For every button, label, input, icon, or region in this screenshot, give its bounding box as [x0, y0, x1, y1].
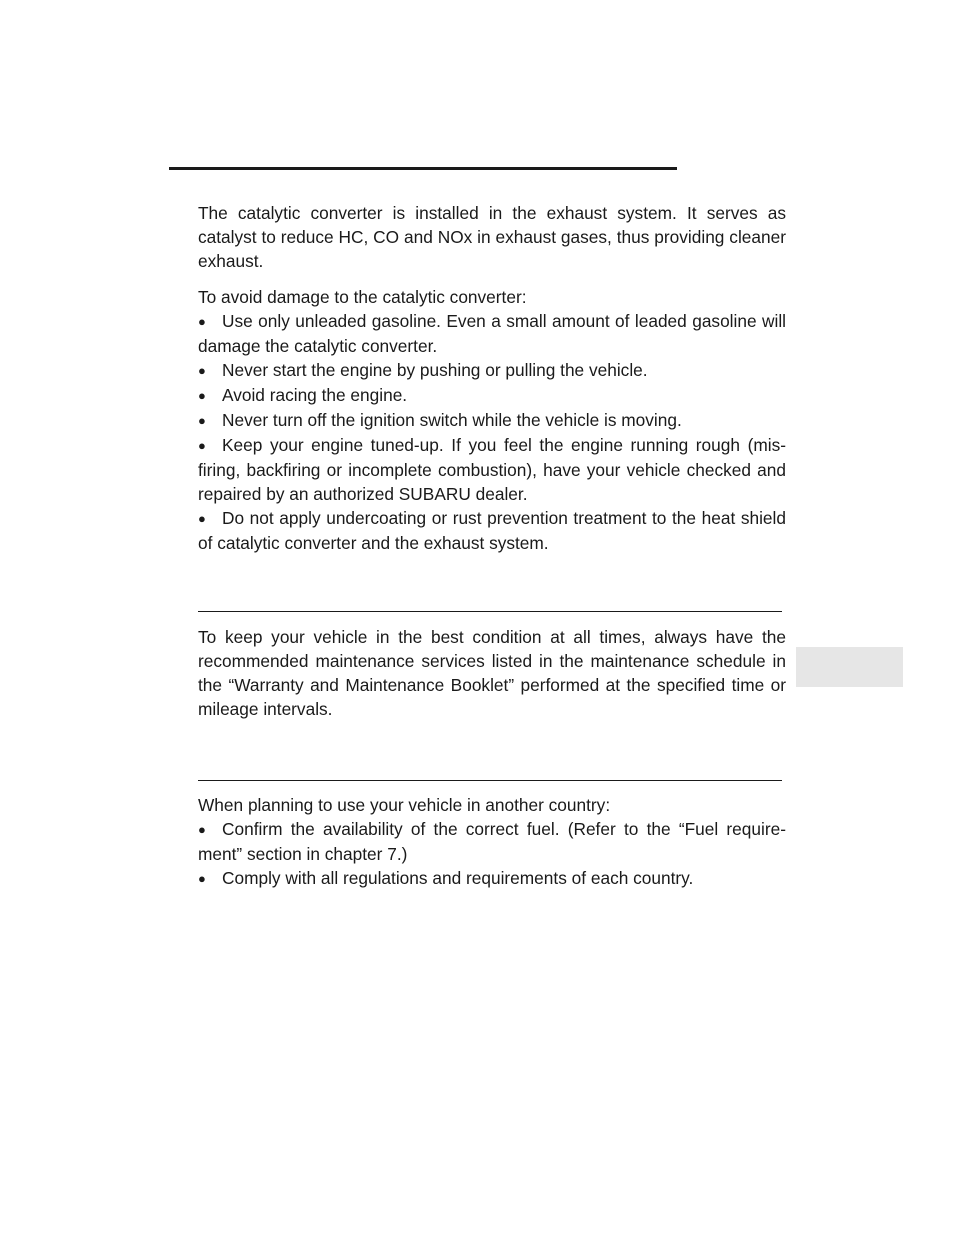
- travel-lead-text: When planning to use your vehicle in another country:: [198, 795, 611, 815]
- maintenance-section-rule: [198, 611, 782, 612]
- maintenance-paragraph: To keep your vehicle in the best condition at all times, always have the recommended maintenance services listed in the maintenance schedule in the “Warranty and Maintenance Booklet” performed at the specified time or mileage intervals.: [198, 627, 786, 719]
- travel-section-rule: [198, 780, 782, 781]
- chapter-side-tab: [796, 647, 903, 687]
- maintenance-section: [198, 625, 786, 721]
- catalytic-bullet-1: ● Use only unleaded gasoline. Even a small amount of leaded gasoline will damage the catalytic converter.: [198, 309, 786, 358]
- travel-bullet-2: ● Comply with all regulations and requirements of each country.: [198, 866, 786, 891]
- catalytic-intro-paragraph: The catalytic converter is installed in the exhaust system. It serves as catalyst to reduce HC, CO and NOx in exhaust gases, thus providing cleaner exhaust.: [198, 203, 786, 271]
- page-header-rule: [169, 167, 677, 170]
- travel-bullet-1: ● Confirm the availability of the correct fuel. (Refer to the “Fuel requirement” section in chapter 7.): [198, 817, 786, 866]
- catalytic-bullet-5: ● Keep your engine tuned-up. If you feel the engine running rough (misfiring, backfiring or incomplete combustion), have your vehicle checked and repaired by an authorized SUBARU dealer.: [198, 433, 786, 506]
- travel-section: [198, 793, 786, 891]
- catalytic-converter-section: [198, 201, 786, 555]
- catalytic-bullet-3: ● Avoid racing the engine.: [198, 383, 786, 408]
- catalytic-lead-text: To avoid damage to the catalytic converter:: [198, 287, 527, 307]
- catalytic-bullet-2: ● Never start the engine by pushing or pulling the vehicle.: [198, 358, 786, 383]
- catalytic-bullet-6: ● Do not apply undercoating or rust prevention treatment to the heat shield of catalytic converter and the exhaust system.: [198, 506, 786, 555]
- catalytic-bullet-4: ● Never turn off the ignition switch while the vehicle is moving.: [198, 408, 786, 433]
